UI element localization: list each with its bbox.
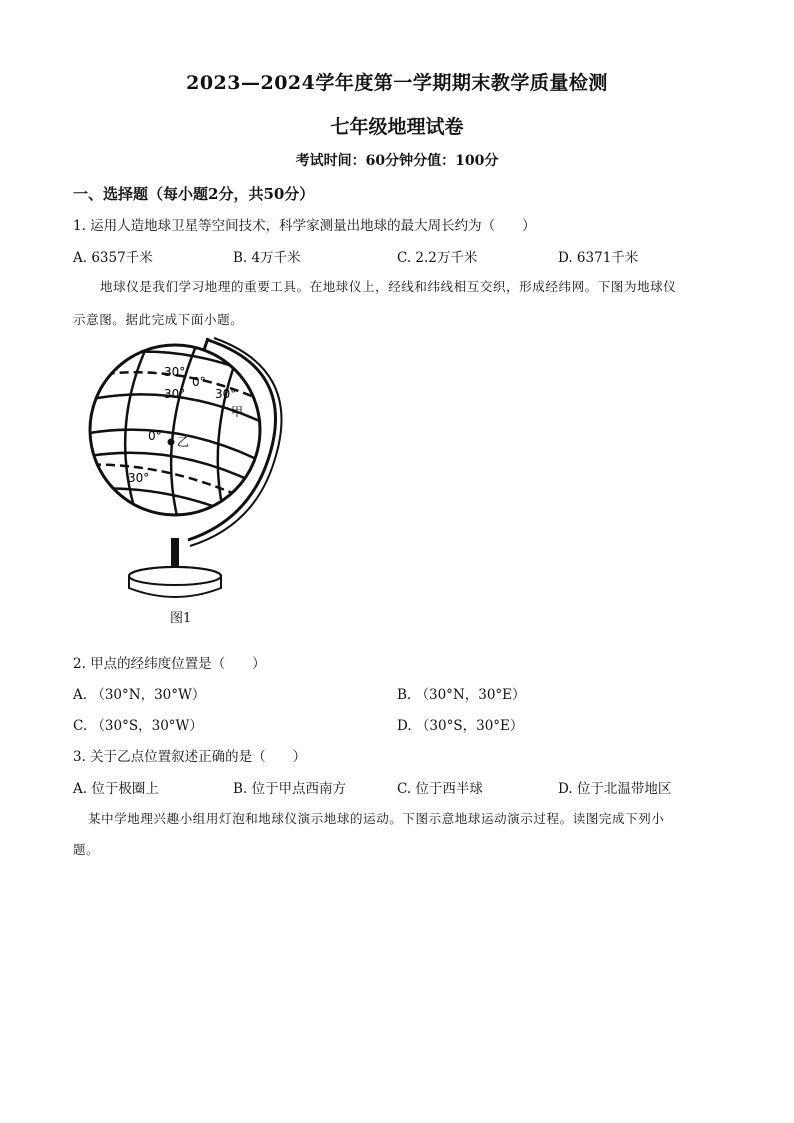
- exam-meta: 考试时间：60分钟分值：100分: [295, 153, 499, 169]
- question-2-option-a: A. （30°N，30°W）: [73, 687, 206, 703]
- passage-2-line-2: 题。: [73, 842, 100, 857]
- question-3-option-d: D. 位于北温带地区: [558, 781, 672, 797]
- passage-1-line-2: 示意图。据此完成下面小题。: [73, 312, 244, 327]
- label-point-jia: 甲: [231, 405, 244, 419]
- globe-figure: [78, 330, 298, 605]
- question-2-option-b: B. （30°N，30°E）: [397, 687, 526, 703]
- question-1-option-a: A. 6357千米: [73, 250, 153, 266]
- section-heading-choice: 一、选择题（每小题2分，共50分）: [73, 185, 315, 203]
- label-point-yi: 乙: [177, 435, 190, 449]
- question-1-stem: 1. 运用人造地球卫星等空间技术，科学家测量出地球的最大周长约为（ ）: [73, 218, 536, 234]
- label-lon-0-top: 0°: [192, 375, 206, 389]
- question-2-option-d: D. （30°S，30°E）: [397, 718, 524, 734]
- label-lat-30-top: 30°: [164, 365, 186, 379]
- question-3-stem: 3. 关于乙点位置叙述正确的是（ ）: [73, 749, 307, 765]
- label-lat-30-second: 30°: [164, 387, 186, 401]
- passage-2-line-1: 某中学地理兴趣小组用灯泡和地球仪演示地球的运动。下图示意地球运动演示过程。读图完成下列小: [88, 811, 665, 826]
- question-3-option-b: B. 位于甲点西南方: [233, 781, 347, 797]
- question-2-option-c: C. （30°S，30°W）: [73, 718, 203, 734]
- figure-1-caption: 图1: [170, 611, 192, 626]
- label-lon-30-top-right: 30°: [215, 387, 237, 401]
- question-3-option-c: C. 位于西半球: [397, 781, 483, 797]
- globe-base-side: [129, 576, 221, 597]
- label-lat-30-bottom: 30°: [128, 471, 150, 485]
- exam-subtitle: 七年级地理试卷: [330, 116, 464, 138]
- question-2-stem: 2. 甲点的经纬度位置是（ ）: [73, 656, 266, 672]
- label-equator-0: 0°: [148, 429, 162, 443]
- question-1-option-d: D. 6371千米: [558, 250, 639, 266]
- question-1-option-b: B. 4万千米: [233, 250, 301, 266]
- point-yi-marker: [168, 439, 175, 446]
- passage-1-line-1: 地球仪是我们学习地理的重要工具。在地球仪上，经线和纬线相互交织，形成经纬网。下图为地球仪: [100, 279, 677, 294]
- exam-title: 2023—2024学年度第一学期期末教学质量检测: [186, 72, 608, 94]
- question-3-option-a: A. 位于极圈上: [73, 781, 159, 797]
- question-1-option-c: C. 2.2万千米: [397, 250, 478, 266]
